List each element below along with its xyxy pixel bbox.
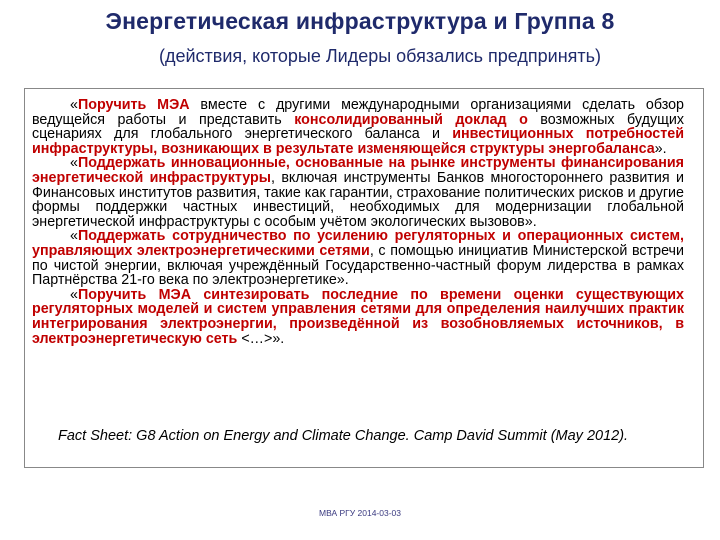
highlight-run: Поддержать сотрудничество по усилению регуляторных и операционных систем, управляющих электроэнергетическими сетями: [32, 228, 684, 259]
paragraph-4: [32, 288, 684, 346]
text-run: «: [70, 286, 78, 303]
text-run: , включая инструменты Банков многостороннего развития и Финансовых институтов развития, такие как гарантии, страхование политических рисков и другие формы поддержки частных инвестиций, необходимых для модернизации глобальной энергетической инфраструктуры с особым учётом экологических вызовов».: [32, 169, 684, 230]
text-run: вместе с другими международными организациями сделать обзор ведущейся работы и представить: [32, 97, 684, 128]
text-run: ».: [654, 140, 667, 157]
highlight-run: консолидированный доклад о: [294, 111, 528, 128]
source-citation: Fact Sheet: G8 Action on Energy and Climate Change. Camp David Summit (May 2012).: [58, 428, 629, 444]
highlight-run: инвестиционных потребностей инфраструктуры, возникающих в результате изменяющейся структуры энергобаланса: [32, 126, 684, 157]
slide-footer: МВА РГУ 2014-03-03: [318, 508, 401, 518]
paragraph-1: [32, 98, 684, 156]
text-run: <…>».: [237, 330, 285, 347]
slide-subtitle: (действия, которые Лидеры обязались предпринять): [158, 46, 602, 66]
paragraph-2: [32, 156, 684, 229]
paragraph-3: [32, 229, 684, 287]
highlight-run: Поддержать инновационные, основанные на рынке инструменты финансирования энергетической инфраструктуры: [32, 155, 684, 186]
slide-title: Энергетическая инфраструктура и Группа 8: [105, 8, 615, 34]
text-run: «: [70, 228, 78, 245]
text-run: , с помощью инициатив Министерской встречи по чистой энергии, включая учреждённый Государственно-частный форум лидерства в рамках Партнёрства 21-го века по электроэнергетике».: [32, 242, 684, 289]
text-run: «: [70, 97, 78, 113]
text-run: возможных будущих сценариях для глобального энергетического баланса и: [32, 111, 684, 143]
highlight-run: Поручить МЭА: [77, 97, 190, 113]
text-run: «: [70, 155, 78, 172]
highlight-run: Поручить МЭА синтезировать последние по времени оценки существующих регуляторных моделей и систем управления сетями для определения наилучших практик интегрирования электроэнергии, произведённой из возобновляемых источников, в электроэнергетическую сеть: [32, 286, 684, 347]
slide-body: [32, 98, 684, 346]
